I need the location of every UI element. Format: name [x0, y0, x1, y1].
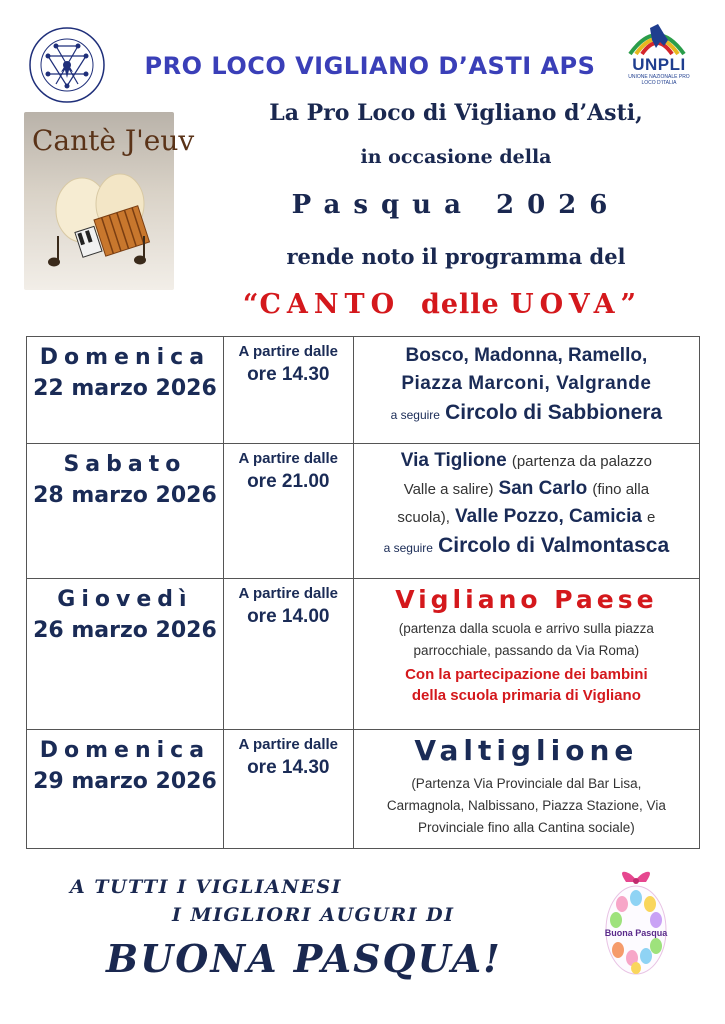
place-line: Bosco, Madonna, Ramello, [405, 345, 648, 366]
from-label: A partire dalle [238, 585, 339, 602]
event-description: Provinciale fino alla Cantina sociale) [417, 820, 635, 835]
event-description: (Partenza Via Provinciale dal Bar Lisa, [411, 776, 642, 791]
table-row [27, 730, 700, 849]
day-date: 28 marzo 2026 [33, 483, 217, 508]
and-word: e [647, 509, 656, 526]
places-cell [353, 730, 699, 849]
day-cell [27, 337, 224, 444]
footer-line-1: A TUTTI I VIGLIANESI [70, 876, 342, 898]
day-name: Giovedì [57, 587, 193, 612]
day-date: 29 marzo 2026 [33, 769, 217, 794]
intro-line-2: in occasione della [360, 146, 552, 168]
unpli-logo-text: UNPLI [632, 55, 686, 74]
day-date: 26 marzo 2026 [33, 618, 217, 643]
table-row [27, 444, 700, 579]
start-time: ore 21.00 [247, 471, 330, 492]
uova-word: UOVA [510, 289, 621, 320]
start-time: ore 14.30 [247, 364, 330, 385]
canto-word: CANTO [259, 289, 401, 320]
event-note: della scuola primaria di Vigliano [411, 687, 641, 704]
day-date: 22 marzo 2026 [33, 376, 217, 401]
place-note: scuola), [397, 509, 450, 526]
unpli-logo [620, 18, 694, 90]
place-note: Valle a salire) [403, 481, 494, 498]
delle-word: delle [420, 289, 500, 320]
day-cell [27, 444, 224, 579]
day-cell [27, 579, 224, 730]
pro-loco-logo [28, 26, 106, 104]
place-name: San Carlo [498, 478, 588, 499]
event-note: Con la partecipazione dei bambini [405, 666, 648, 683]
footer-line-2: I MIGLIORI AUGURI DI [172, 904, 455, 926]
place-line: Piazza Marconi, Valgrande [401, 373, 652, 394]
event-title: Vigliano Paese [395, 585, 658, 614]
table-row [27, 579, 700, 730]
event-description: (partenza dalla scuola e arrivo sulla piazza [398, 621, 654, 636]
start-time: ore 14.30 [247, 757, 330, 778]
intro-line-4: rende noto il programma del [286, 244, 626, 269]
intro-line-5 [170, 289, 710, 320]
places-cell [353, 579, 699, 730]
time-cell [223, 337, 353, 444]
place-name: Valle Pozzo, Camicia [455, 506, 642, 527]
easter-egg-illustration [596, 868, 676, 980]
cante-jeuv-image [24, 112, 195, 290]
time-cell [223, 444, 353, 579]
then-label: a seguire [383, 541, 433, 555]
then-place: Circolo di Sabbionera [445, 401, 663, 424]
day-name: Domenica [39, 738, 211, 763]
table-row [27, 337, 700, 444]
intro-line-3: Pasqua 2026 [291, 190, 621, 220]
day-name: Domenica [39, 345, 211, 370]
from-label: A partire dalle [238, 450, 339, 467]
event-description: Carmagnola, Nalbissano, Piazza Stazione, Via [386, 798, 666, 813]
place-note: (partenza da palazzo [511, 453, 652, 470]
egg-label: Buona Pasqua [604, 928, 668, 938]
day-name: Sabato [63, 452, 187, 477]
quote-open: “ [242, 289, 260, 320]
from-label: A partire dalle [238, 343, 339, 360]
time-cell [223, 730, 353, 849]
places-cell [353, 337, 699, 444]
intro-line-1: La Pro Loco di Vigliano d’Asti, [269, 100, 643, 126]
schedule-table [26, 336, 700, 849]
start-time: ore 14.00 [247, 606, 330, 627]
time-cell [223, 579, 353, 730]
org-title: PRO LOCO VIGLIANO D’ASTI APS [144, 52, 596, 80]
day-cell [27, 730, 224, 849]
from-label: A partire dalle [238, 736, 339, 753]
place-name: Via Tiglione [400, 450, 507, 471]
places-cell [353, 444, 699, 579]
then-place: Circolo di Valmontasca [438, 534, 670, 557]
quote-close: ” [620, 289, 638, 320]
cante-jeuv-title: Cantè J'euv [32, 124, 195, 157]
event-description: parrocchiale, passando da Via Roma) [413, 643, 640, 658]
unpli-logo-subtext: UNIONE NAZIONALE PRO LOCO D'ITALIA [628, 74, 690, 86]
place-note: (fino alla [592, 481, 650, 498]
event-title: Valtiglione [414, 734, 639, 767]
then-label: a seguire [390, 408, 440, 422]
footer-greeting: BUONA PASQUA! [106, 936, 502, 981]
